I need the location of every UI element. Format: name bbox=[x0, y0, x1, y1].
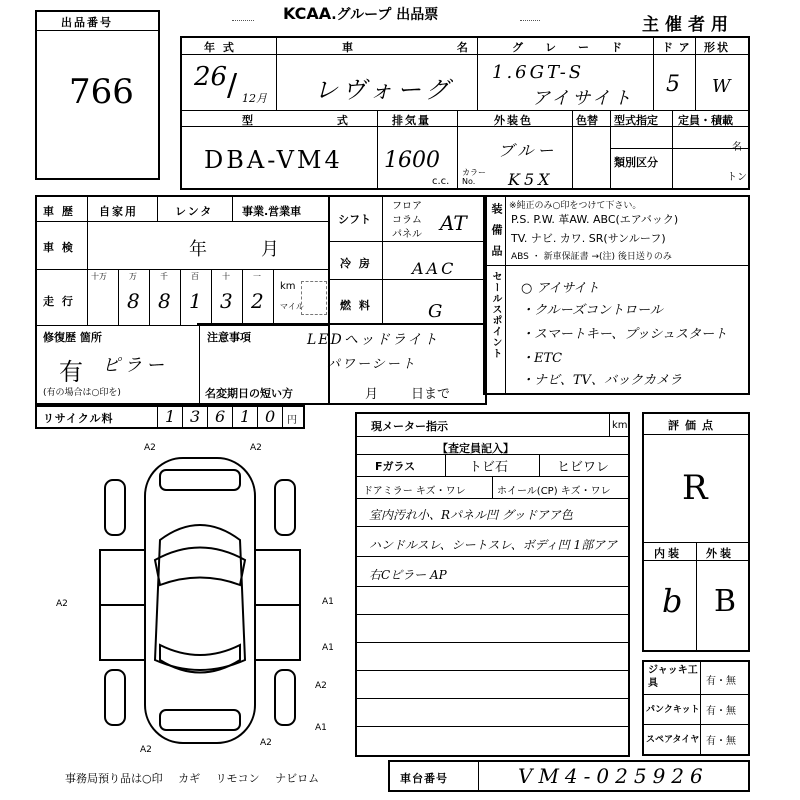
equipment-row-1: P.S. P.W. 革AW. ABC(エアバック) bbox=[511, 213, 679, 226]
inspection-year: 年 bbox=[189, 239, 207, 260]
shift-column: コラム bbox=[392, 215, 422, 226]
mileage-unit: 万 bbox=[129, 272, 137, 281]
mileage-unit: 百 bbox=[191, 272, 199, 281]
inspection-note: 室内汚れ小、Rパネル凹 グッドアア色 bbox=[369, 508, 573, 522]
car-name-value: レヴォーグ bbox=[314, 76, 454, 104]
repair-detail: ピラー bbox=[102, 355, 168, 376]
tools-table bbox=[642, 660, 750, 756]
sales-point: ・クルーズコントロール bbox=[521, 303, 663, 318]
inspection-note: ハンドルスレ、シートスレ、ボディ凹 1部アア bbox=[369, 538, 618, 552]
color-no-label: カラー No. bbox=[462, 168, 486, 186]
glass-chip: トビ石 bbox=[469, 460, 509, 475]
fuel-label: 燃 料 bbox=[340, 299, 372, 312]
history-private: 自家用 bbox=[99, 205, 138, 218]
ac-label: 冷 房 bbox=[340, 257, 372, 270]
mileage-unit: 一 bbox=[253, 272, 261, 281]
repair-label: 修復歴 箇所 bbox=[43, 331, 102, 344]
grade-table bbox=[642, 412, 750, 652]
car-windshield bbox=[155, 548, 245, 586]
chassis-label: 車台番号 bbox=[400, 772, 448, 785]
form-title: .グループ 出品票 bbox=[331, 7, 439, 23]
jack-label: ジャッキ工具 bbox=[648, 665, 698, 689]
lot-number-label: 出品番号 bbox=[61, 16, 113, 29]
name-change-label: 名変期日の短い方 bbox=[205, 387, 293, 400]
meter-unit: km bbox=[612, 420, 628, 431]
chassis-table bbox=[388, 760, 750, 792]
mirror-label: ドアミラー キズ・ワレ bbox=[363, 486, 466, 497]
cc-value: 1600 bbox=[384, 148, 440, 173]
office-item-key: カギ bbox=[178, 772, 201, 785]
car-front-right-wheel bbox=[275, 480, 295, 535]
recycle-unit: 円 bbox=[287, 415, 297, 426]
shift-label: シフト bbox=[338, 213, 371, 226]
mileage-digit: 1 bbox=[189, 289, 202, 313]
damage-mark: A1 bbox=[315, 723, 327, 733]
grade-value-2: アイサイト bbox=[532, 88, 635, 109]
repair-note: (有の場合は○印を) bbox=[43, 388, 121, 398]
damage-mark: A2 bbox=[260, 738, 272, 748]
spare-value: 有・無 bbox=[706, 736, 736, 747]
damage-mark: A1 bbox=[322, 597, 334, 607]
mileage-unit: 十 bbox=[222, 272, 230, 281]
car-rear-right-wheel bbox=[275, 670, 295, 725]
model-value: DBA-VM4 bbox=[204, 146, 343, 174]
recycle-digit: 0 bbox=[265, 407, 276, 426]
mileage-odometer bbox=[87, 269, 277, 325]
jack-value: 有・無 bbox=[706, 676, 736, 687]
sales-point: ・ナビ、TV、バックカメラ bbox=[521, 373, 682, 388]
equipment-row-2: TV. ナビ. カワ. SR(サンルーフ) bbox=[511, 232, 666, 245]
designation-label: 型式指定 bbox=[614, 114, 658, 127]
doors-label: ドア bbox=[662, 41, 696, 54]
sales-point: ・ETC bbox=[521, 351, 563, 366]
grade-label: 評価点 bbox=[668, 419, 719, 432]
year-value: 26 bbox=[194, 62, 228, 92]
punk-value: 有・無 bbox=[706, 706, 736, 717]
recycle-digit: 6 bbox=[215, 407, 226, 426]
mile-label: マイル bbox=[280, 302, 304, 311]
punk-label: パンクキット bbox=[646, 705, 700, 715]
recycle-digit: 1 bbox=[240, 407, 251, 426]
mileage-digit: 2 bbox=[251, 289, 264, 313]
car-body-outline bbox=[145, 458, 255, 743]
exterior-value: B bbox=[714, 584, 737, 619]
km-label: km bbox=[280, 281, 296, 292]
name-change-day: 日まで bbox=[411, 387, 451, 402]
lot-number-box bbox=[35, 10, 160, 180]
damage-mark: A1 bbox=[322, 643, 334, 653]
exterior-label: 外装 bbox=[706, 547, 734, 560]
color-no-value: K5X bbox=[508, 170, 554, 189]
history-rental: レンタ bbox=[175, 205, 214, 218]
equipment-table bbox=[483, 195, 750, 395]
capacity-unit-1: 名 bbox=[732, 142, 742, 153]
color-value: ブルー bbox=[498, 141, 558, 160]
grade-value: R bbox=[682, 468, 708, 508]
grade-value-1: 1.6GT-S bbox=[492, 62, 585, 83]
inspection-month: 月 bbox=[261, 239, 279, 260]
model-label: 型 式 bbox=[242, 114, 388, 127]
remarks-line-2: パワーシート bbox=[327, 357, 417, 372]
mileage-unit: 十万 bbox=[91, 272, 107, 281]
shift-panel: パネル bbox=[392, 229, 422, 240]
glass-label: Fガラス bbox=[375, 460, 416, 473]
inspection-label: 車 検 bbox=[43, 241, 75, 254]
mileage-label: 走 行 bbox=[43, 295, 75, 308]
sales-points-label: セールスポイント bbox=[490, 271, 501, 359]
shape-label: 形状 bbox=[704, 41, 730, 54]
ac-value: AAC bbox=[412, 259, 457, 278]
sales-point: ○ アイサイト bbox=[521, 281, 600, 296]
year-label: 年 式 bbox=[204, 41, 236, 54]
interior-label: 内装 bbox=[654, 547, 682, 560]
remarks-label: 注意事項 bbox=[207, 331, 251, 344]
inspector-label: 【査定員記入】 bbox=[437, 442, 514, 455]
office-items bbox=[65, 770, 319, 786]
equipment-row-3: ABS ・ 新車保証書 →(注) 後日送りのみ bbox=[511, 252, 672, 262]
recycle-digit: 3 bbox=[190, 407, 201, 426]
color-label: 外装色 bbox=[494, 114, 533, 127]
car-damage-diagram bbox=[56, 440, 360, 760]
copy-label: 主催者用 bbox=[642, 15, 734, 35]
interior-value: b bbox=[662, 582, 683, 620]
car-rear-window bbox=[160, 645, 240, 673]
spare-label: スペアタイヤ bbox=[646, 735, 700, 745]
car-name-label: 車 名 bbox=[342, 41, 518, 54]
car-hood bbox=[160, 470, 240, 490]
glass-crack: ヒビワレ bbox=[557, 460, 610, 475]
repaint-label: 色替 bbox=[576, 114, 598, 127]
damage-mark: A2 bbox=[56, 599, 68, 609]
equipment-label: 装 備 品 bbox=[490, 203, 503, 259]
office-items-note: 事務局預り品は○印 bbox=[65, 772, 163, 785]
damage-mark: A2 bbox=[250, 443, 262, 453]
shape-value: W bbox=[712, 76, 731, 97]
mileage-digit: 3 bbox=[220, 289, 233, 313]
mileage-digit: 8 bbox=[158, 289, 171, 313]
inspection-note: 右Cピラー AP bbox=[369, 568, 447, 582]
form-brand: KCAA.グループ 出品票 bbox=[283, 4, 439, 23]
damage-mark: A2 bbox=[144, 443, 156, 453]
history-label: 車 歴 bbox=[43, 205, 75, 218]
shift-table bbox=[328, 195, 487, 325]
car-rear-left-wheel bbox=[105, 670, 125, 725]
recycle-digit: 1 bbox=[165, 407, 176, 426]
office-item-remote: リモコン bbox=[215, 772, 260, 785]
car-trunk bbox=[160, 710, 240, 730]
inspection-notes bbox=[355, 412, 630, 757]
office-item-navi-rom: ナビロム bbox=[275, 772, 320, 785]
shift-floor: フロア bbox=[392, 201, 422, 212]
chassis-value: VM4-025926 bbox=[518, 764, 709, 788]
history-commercial: 事業.営業車 bbox=[242, 205, 302, 218]
cc-unit: c.c. bbox=[432, 176, 450, 187]
doors-value: 5 bbox=[666, 72, 680, 97]
category-label: 類別区分 bbox=[614, 156, 658, 169]
fuel-value: G bbox=[428, 301, 443, 322]
repair-value: 有 bbox=[59, 358, 83, 386]
cc-label: 排気量 bbox=[392, 114, 431, 127]
wheel-label: ホイール(CP) キズ・ワレ bbox=[497, 486, 611, 497]
name-change-month: 月 bbox=[365, 387, 379, 402]
mileage-digit: 8 bbox=[127, 289, 140, 313]
recycle-label: リサイクル料 bbox=[43, 412, 114, 425]
vehicle-info-table: 年 式 車 名 グレード ドア 形状 26 / 12月 レヴォーグ 1.6GT-S アイサイト 5 W 型 式 排気量 外装色 色替 型式指定 定員・積載 類別区分 名 トン DBA-VM4 1600 c.c. ブルー カラー No. K5X bbox=[180, 36, 750, 190]
mileage-unit: 千 bbox=[160, 272, 168, 281]
damage-mark: A2 bbox=[315, 681, 327, 691]
equipment-note: ※純正のみ○印をつけて下さい。 bbox=[509, 201, 642, 211]
capacity-label: 定員・積載 bbox=[678, 114, 733, 127]
damage-mark: A2 bbox=[140, 745, 152, 755]
capacity-unit-2: トン bbox=[727, 172, 747, 183]
recycle-table bbox=[35, 405, 305, 429]
remarks-line-1: LEDヘッドライト bbox=[307, 332, 440, 348]
grade-label: グレード bbox=[512, 41, 644, 54]
meter-label: 現メーター指示 bbox=[371, 420, 448, 433]
sales-point: ・スマートキー、プッシュスタート bbox=[521, 327, 728, 342]
month-value: 12月 bbox=[242, 92, 267, 105]
lot-number: 766 bbox=[69, 72, 134, 112]
remarks-area bbox=[197, 323, 487, 405]
shift-value: AT bbox=[440, 211, 467, 235]
car-front-left-wheel bbox=[105, 480, 125, 535]
